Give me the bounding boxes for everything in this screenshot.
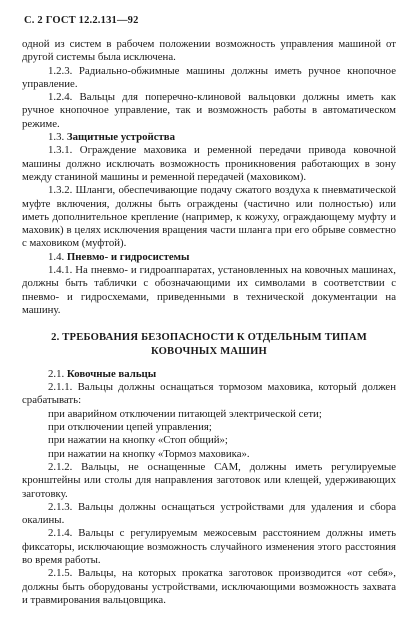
list-item: при нажатии на кнопку «Стоп общий»; (48, 434, 228, 447)
list-item: при аварийном отключении питающей электрической сети; (48, 407, 322, 420)
document-body (22, 38, 396, 607)
list-item: при нажатии на кнопку «Тормоз маховика». (48, 447, 250, 460)
paragraph-1-2-3: 1.2.3. Радиально-обжимные машины должны иметь ручное кнопочное управление. (22, 64, 396, 90)
subheading-number: 2.1. (48, 367, 65, 380)
paragraph-1-2-4: 1.2.4. Вальцы для поперечно-клиновой вальцовки должны иметь как ручное кнопочное управление, так и возможность работы в автоматическом режиме. (22, 91, 396, 130)
subheading-1-4 (22, 251, 396, 264)
paragraph-2-1-5: 2.1.5. Вальцы, на которых прокатка заготовок производится «от себя», должны быть оборудованы устройствами, исключающими возможность захвата и травмирования вальцовщика. (22, 567, 396, 606)
paragraph-1-3-1: 1.3.1. Ограждение маховика и ременной передачи привода ковочной машины должно исключать возможность проникновения работающих в зону между станиной машины и ременной передачей (маховиком). (22, 144, 396, 183)
paragraph-2-1-4: 2.1.4. Вальцы с регулируемым межосевым расстоянием должны иметь фиксаторы, исключающие возможность случайного изменения этого расстояния во время работы. (22, 527, 396, 566)
page-header: С. 2 ГОСТ 12.2.131—92 (24, 15, 139, 26)
subheading-title: Пневмо- и гидросистемы (66, 250, 190, 263)
section-title-2: 2. ТРЕБОВАНИЯ БЕЗОПАСНОСТИ К ОТДЕЛЬНЫМ ТИПАМ КОВОЧНЫХ МАШИН (51, 332, 367, 357)
subheading-title: Ковочные вальцы (66, 367, 157, 380)
subheading-title: Защитные устройства (66, 131, 176, 144)
subheading-number: 1.3. (48, 131, 65, 144)
paragraph-2-1-1: 2.1.1. Вальцы должны оснащаться тормозом маховика, который должен срабатывать: (22, 381, 396, 407)
subheading-number: 1.4. (48, 250, 65, 263)
subheading-1-3 (22, 131, 396, 144)
paragraph-2-1-2: 2.1.2. Вальцы, не оснащенные САМ, должны иметь регулируемые кронштейны или столы для направления заготовок или клещей, удерживающих заготовку. (22, 460, 396, 500)
paragraph-1-4-1: 1.4.1. На пневмо- и гидроаппаратах, установленных на ковочных машинах, должны быть таблички с обозначающими их символами в соответствии с пневмо- и гидросхемами, приведенными в технической документации на машину. (22, 264, 396, 316)
subheading-2-1 (22, 368, 396, 381)
paragraph-2-1-3: 2.1.3. Вальцы должны оснащаться устройствами для удаления и сбора окалины. (22, 500, 396, 527)
paragraph-continued: одной из систем в рабочем положении возможность управления машиной от другой системы была исключена. (22, 38, 396, 64)
list-item: при отключении цепей управления; (48, 421, 212, 434)
paragraph-1-3-2: 1.3.2. Шланги, обеспечивающие подачу сжатого воздуха к пневматической муфте включения, должны быть ограждены (частично или полностью) или иметь дополнительное крепление (например, к кожуху, ограждающему муфту и маховик) в целях исключения вращения части шланга при его обрыве совместно с маховиком (муфтой). (22, 184, 396, 250)
